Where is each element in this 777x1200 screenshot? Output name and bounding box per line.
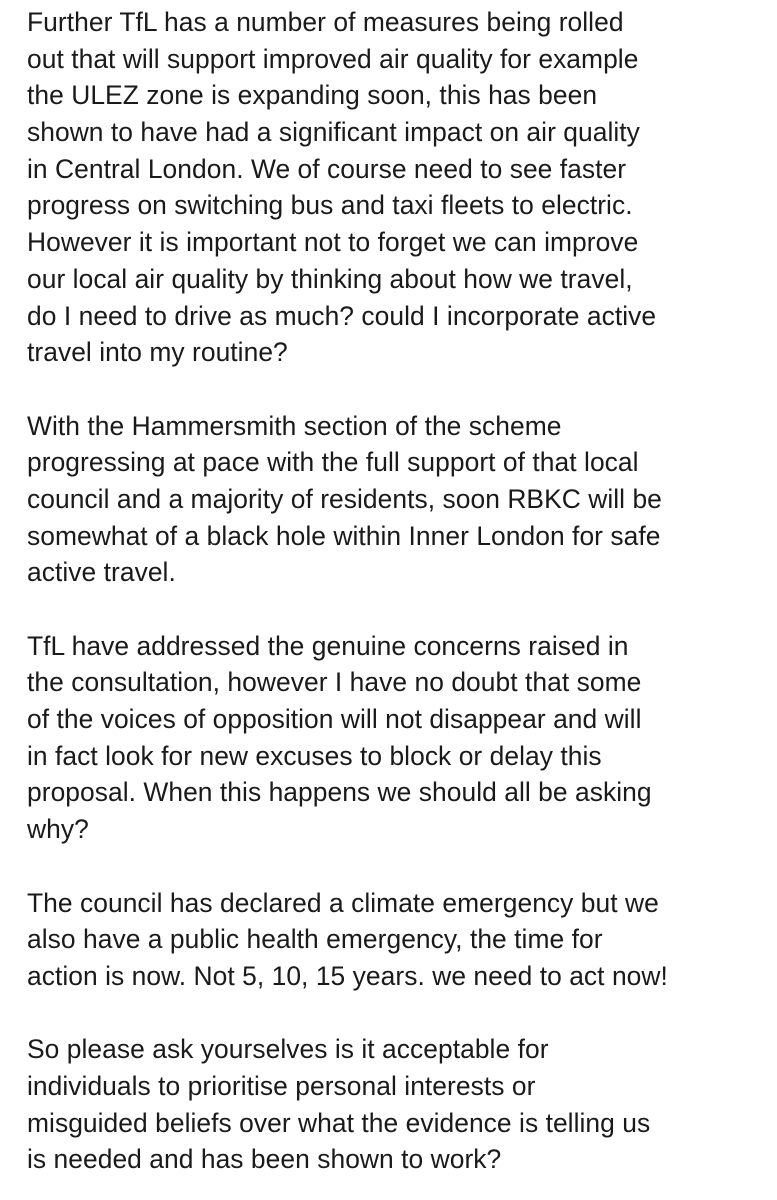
paragraph-closing-question — [27, 1031, 767, 1178]
paragraph-consultation — [27, 628, 767, 848]
text-line: proposal. When this happens we should all be asking — [27, 777, 652, 808]
text-line: why? — [27, 814, 89, 845]
text-line: Further TfL has a number of measures being rolled — [27, 7, 624, 37]
text-line: the ULEZ zone is expanding soon, this has been — [27, 80, 598, 111]
text-line: also have a public health emergency, the time for — [27, 924, 603, 955]
text-line: With the Hammersmith section of the scheme — [27, 410, 562, 441]
text-line: So please ask yourselves is it acceptable for — [27, 1034, 549, 1065]
text-line: action is now. Not 5, 10, 15 years. we need to act now! — [27, 960, 668, 991]
text-line: somewhat of a black hole within Inner London for safe — [27, 520, 661, 551]
text-line: council and a majority of residents, soon RBKC will be — [27, 483, 662, 514]
text-line: active travel. — [27, 557, 176, 588]
text-line: shown to have had a significant impact on air quality — [27, 117, 640, 148]
document-body — [27, 4, 767, 1178]
text-line: the consultation, however I have no doubt that some — [27, 667, 642, 698]
text-line: However it is important not to forget we can improve — [27, 227, 639, 258]
paragraph-tfl-measures — [27, 4, 767, 371]
text-line: our local air quality by thinking about how we travel, — [27, 263, 633, 294]
text-line: misguided beliefs over what the evidence is telling us — [27, 1107, 651, 1138]
text-line: of the voices of opposition will not disappear and will — [27, 704, 642, 735]
text-line: out that will support improved air quality for example — [27, 43, 639, 74]
text-line: The council has declared a climate emergency but we — [27, 887, 659, 918]
text-line: do I need to drive as much? could I incorporate active — [27, 300, 657, 331]
paragraph-climate-emergency — [27, 885, 767, 995]
text-line: progress on switching bus and taxi fleets to electric. — [27, 190, 633, 221]
text-line: in Central London. We of course need to see faster — [27, 153, 627, 184]
text-line: TfL have addressed the genuine concerns raised in — [27, 630, 629, 661]
text-line: is needed and has been shown to work? — [27, 1144, 502, 1175]
text-line: travel into my routine? — [27, 337, 288, 368]
text-line: individuals to prioritise personal interests or — [27, 1070, 536, 1101]
paragraph-hammersmith — [27, 408, 767, 591]
text-line: progressing at pace with the full support of that local — [27, 447, 639, 478]
text-line: in fact look for new excuses to block or delay this — [27, 740, 602, 771]
